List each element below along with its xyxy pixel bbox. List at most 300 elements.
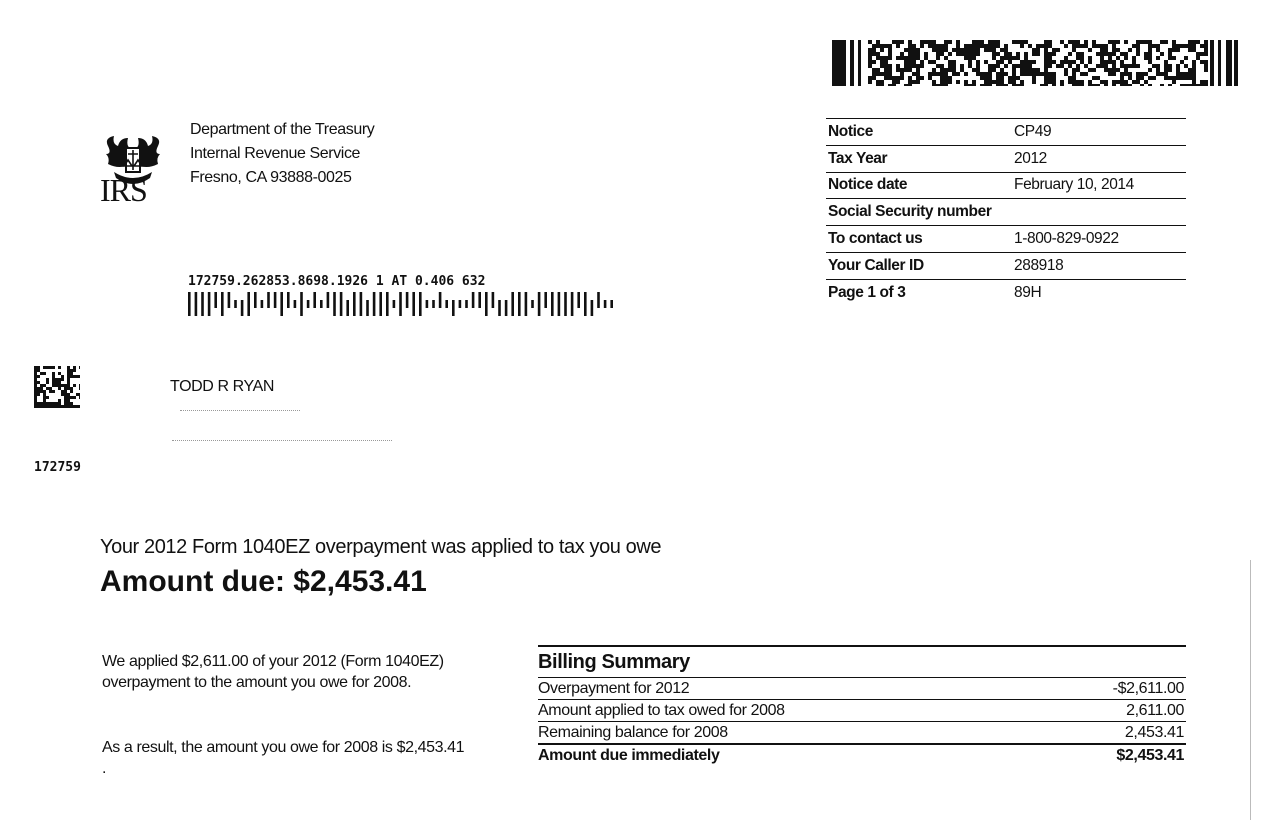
barcode-cell xyxy=(908,60,912,64)
barcode-cell xyxy=(1076,80,1080,84)
matrix-cell xyxy=(34,390,37,393)
barcode-cell xyxy=(1016,76,1020,80)
matrix-cell xyxy=(40,384,43,387)
barcode-cell xyxy=(896,56,900,60)
tax-year-row xyxy=(826,145,1186,172)
postal-bar xyxy=(320,300,323,308)
barcode-cell xyxy=(920,40,924,44)
barcode-cell xyxy=(976,48,980,52)
barcode-cell xyxy=(904,84,908,86)
postal-bar xyxy=(538,292,541,316)
barcode-cell xyxy=(1084,64,1088,68)
barcode-cell xyxy=(896,64,900,68)
barcode-cell xyxy=(924,56,928,60)
matrix-cell xyxy=(52,390,55,393)
barcode-cell xyxy=(908,64,912,68)
barcode-cell xyxy=(1048,72,1052,76)
datamatrix-code xyxy=(34,366,80,408)
postal-bar xyxy=(465,300,468,308)
barcode-cell xyxy=(1016,56,1020,60)
barcode-cell xyxy=(876,68,880,72)
matrix-cell xyxy=(73,384,76,387)
barcode-cell xyxy=(928,76,932,80)
barcode-cell xyxy=(868,80,872,84)
matrix-cell xyxy=(58,366,61,369)
matrix-cell xyxy=(49,405,52,408)
page-code: 89H xyxy=(1014,283,1042,301)
matrix-cell xyxy=(64,387,67,390)
barcode-cell xyxy=(968,60,972,64)
barcode-cell xyxy=(1104,48,1108,52)
barcode-cell xyxy=(1112,84,1116,86)
barcode-cell xyxy=(1192,80,1196,84)
postal-bar xyxy=(551,292,554,316)
matrix-cell xyxy=(52,405,55,408)
barcode-cell xyxy=(1104,60,1108,64)
page-label: Page 1 of 3 xyxy=(828,283,906,301)
postal-bar xyxy=(571,292,574,316)
barcode-cell xyxy=(1008,80,1012,84)
postal-bar xyxy=(452,300,455,316)
matrix-cell xyxy=(34,372,37,375)
barcode-cell xyxy=(1116,56,1120,60)
barcode-cell xyxy=(952,68,956,72)
matrix-cell xyxy=(43,393,46,396)
barcode-cell xyxy=(1072,80,1076,84)
postal-bar xyxy=(531,300,534,308)
matrix-cell xyxy=(76,393,79,396)
barcode-cell xyxy=(1044,76,1048,80)
postal-bar xyxy=(294,300,297,308)
postal-bar xyxy=(478,292,481,308)
matrix-cell xyxy=(43,366,46,369)
contact-phone[interactable]: 1-800-829-0922 xyxy=(1014,230,1119,248)
barcode-cell xyxy=(1032,48,1036,52)
barcode-cell xyxy=(988,80,992,84)
barcode-cell xyxy=(976,64,980,68)
barcode-cell xyxy=(1160,40,1164,44)
matrix-cell xyxy=(34,378,37,381)
barcode-cell xyxy=(952,64,956,68)
postal-bar xyxy=(498,300,501,316)
matrix-cell xyxy=(73,366,76,369)
matrix-cell xyxy=(49,402,52,405)
barcode-cell xyxy=(1020,68,1024,72)
barcode-cell xyxy=(1180,84,1184,86)
barcode-cell xyxy=(1024,68,1028,72)
barcode-cell xyxy=(992,80,996,84)
barcode-cell xyxy=(968,44,972,48)
barcode-cell xyxy=(872,72,876,76)
postal-bar xyxy=(564,292,567,316)
barcode-cell xyxy=(1016,84,1020,86)
barcode-cell xyxy=(884,44,888,48)
barcode-cell xyxy=(1096,44,1100,48)
barcode-cell xyxy=(916,48,920,52)
barcode-cell xyxy=(1168,68,1172,72)
barcode-cell xyxy=(940,48,944,52)
barcode-cell xyxy=(908,76,912,80)
billing-row-label: Remaining balance for 2008 xyxy=(538,723,728,741)
barcode-cell xyxy=(972,56,976,60)
barcode-cell xyxy=(976,72,980,76)
postal-bar xyxy=(241,300,244,316)
caller-id-row xyxy=(826,252,1186,279)
postal-bar xyxy=(439,292,442,308)
barcode-cell xyxy=(1120,80,1124,84)
barcode-cell xyxy=(1104,80,1108,84)
barcode-cell xyxy=(1008,60,1012,64)
barcode-cell xyxy=(948,60,952,64)
barcode-cell xyxy=(1104,44,1108,48)
barcode-cell xyxy=(1168,48,1172,52)
postal-bar xyxy=(307,300,310,308)
barcode-cell xyxy=(1060,84,1064,86)
contact-row xyxy=(826,225,1186,252)
barcode-cell xyxy=(1016,40,1020,44)
matrix-cell xyxy=(34,396,37,399)
barcode-cell xyxy=(884,60,888,64)
barcode-cell xyxy=(912,44,916,48)
barcode-cell xyxy=(884,76,888,80)
postal-bar xyxy=(459,300,462,308)
barcode-cell xyxy=(896,80,900,84)
matrix-cell xyxy=(43,390,46,393)
barcode-cell xyxy=(1076,64,1080,68)
postal-bar xyxy=(544,292,547,308)
barcode-cell xyxy=(944,72,948,76)
matrix-cell xyxy=(49,387,52,390)
barcode-cell xyxy=(1044,60,1048,64)
postal-bar xyxy=(591,300,594,316)
barcode-cell xyxy=(940,68,944,72)
matrix-cell xyxy=(79,375,80,378)
barcode-cell xyxy=(1028,60,1032,64)
billing-row xyxy=(538,699,1186,721)
barcode-cell xyxy=(1068,40,1072,44)
barcode-cell xyxy=(1112,48,1116,52)
matrix-cell xyxy=(52,372,55,375)
barcode-cell xyxy=(964,80,968,84)
postal-bar xyxy=(214,292,217,308)
barcode-cell xyxy=(1116,40,1120,44)
barcode-cell xyxy=(1144,56,1148,60)
barcode-cell xyxy=(1088,56,1092,60)
barcode-cell xyxy=(924,40,928,44)
barcode-cell xyxy=(1176,44,1180,48)
ssn-row xyxy=(826,198,1186,225)
tax-year-label: Tax Year xyxy=(828,149,888,167)
barcode-cell xyxy=(884,68,888,72)
barcode-cell xyxy=(1132,60,1136,64)
barcode-cell xyxy=(932,80,936,84)
billing-row xyxy=(538,677,1186,699)
matrix-cell xyxy=(40,402,43,405)
barcode-cell xyxy=(1072,40,1076,44)
barcode-cell xyxy=(1112,60,1116,64)
barcode-cell xyxy=(964,84,968,86)
barcode-cell xyxy=(1072,44,1076,48)
barcode-cell xyxy=(1032,60,1036,64)
barcode-cell xyxy=(900,56,904,60)
barcode-cell xyxy=(1176,48,1180,52)
barcode-cell xyxy=(1000,56,1004,60)
barcode-cell xyxy=(1072,84,1076,86)
barcode-cell xyxy=(884,72,888,76)
barcode-cell xyxy=(1136,48,1140,52)
barcode-cell xyxy=(900,76,904,80)
postal-bar xyxy=(445,300,448,308)
barcode-cell xyxy=(1028,64,1032,68)
matrix-cell xyxy=(67,393,70,396)
barcode-cell xyxy=(932,72,936,76)
irs-logo-text: IRS xyxy=(100,172,147,208)
barcode-cell xyxy=(1148,60,1152,64)
barcode-cell xyxy=(976,68,980,72)
barcode-cell xyxy=(872,76,876,80)
agency-line-2: Internal Revenue Service xyxy=(190,145,361,162)
barcode-cell xyxy=(1032,72,1036,76)
postal-bar xyxy=(492,292,495,308)
postal-bar xyxy=(261,300,264,308)
barcode-cell xyxy=(956,40,960,44)
matrix-cell xyxy=(43,405,46,408)
barcode-cell xyxy=(1192,72,1196,76)
matrix-cell xyxy=(37,405,40,408)
barcode-cell xyxy=(880,64,884,68)
barcode-cell xyxy=(1032,68,1036,72)
barcode-cell xyxy=(948,76,952,80)
matrix-cell xyxy=(70,396,73,399)
barcode-cell xyxy=(1108,40,1112,44)
barcode-cell xyxy=(964,48,968,52)
barcode-cell xyxy=(1012,68,1016,72)
postal-bar xyxy=(313,292,316,308)
barcode-cell xyxy=(1148,56,1152,60)
barcode-cell xyxy=(900,68,904,72)
barcode-cell xyxy=(960,52,964,56)
barcode-cell xyxy=(1060,80,1064,84)
postal-bar xyxy=(195,292,198,316)
barcode-cell xyxy=(1164,40,1168,44)
mailing-code-line: 172759.262853.8698.1926 1 AT 0.406 632 xyxy=(188,274,486,289)
barcode-cell xyxy=(1184,64,1188,68)
barcode-cell xyxy=(1168,52,1172,56)
barcode-cell xyxy=(984,48,988,52)
matrix-cell xyxy=(70,390,73,393)
barcode-cell xyxy=(976,40,980,44)
barcode-cell xyxy=(1192,76,1196,80)
barcode-cell xyxy=(1128,76,1132,80)
matrix-cell xyxy=(79,393,80,396)
barcode-cell xyxy=(1076,84,1080,86)
billing-row xyxy=(538,721,1186,743)
barcode-cell xyxy=(940,64,944,68)
barcode-cell xyxy=(916,68,920,72)
barcode-cell xyxy=(1080,80,1084,84)
barcode-cell xyxy=(1096,64,1100,68)
barcode-cell xyxy=(1044,72,1048,76)
barcode-cell xyxy=(1160,84,1164,86)
barcode-cell xyxy=(968,56,972,60)
matrix-cell xyxy=(34,384,37,387)
barcode-cell xyxy=(1172,56,1176,60)
matrix-cell xyxy=(37,390,40,393)
barcode-cell xyxy=(996,64,1000,68)
matrix-cell xyxy=(46,387,49,390)
postal-bar xyxy=(373,292,376,316)
matrix-cell xyxy=(67,402,70,405)
barcode-cell xyxy=(1192,60,1196,64)
barcode-cell xyxy=(1120,64,1124,68)
barcode-cell xyxy=(1064,68,1068,72)
barcode-cell xyxy=(972,40,976,44)
postal-bar xyxy=(505,300,508,316)
barcode-cell xyxy=(1076,52,1080,56)
matrix-cell xyxy=(70,375,73,378)
matrix-cell xyxy=(40,405,43,408)
barcode-cell xyxy=(948,64,952,68)
caller-id-label: Your Caller ID xyxy=(828,256,924,274)
barcode-cell xyxy=(1120,76,1124,80)
barcode-cell xyxy=(888,64,892,68)
barcode-cell xyxy=(876,80,880,84)
barcode-cell xyxy=(1192,64,1196,68)
postal-bar xyxy=(472,292,475,308)
postal-bar xyxy=(432,300,435,308)
barcode-cell xyxy=(980,44,984,48)
barcode-cell xyxy=(1044,84,1048,86)
barcode-cell xyxy=(1024,40,1028,44)
barcode-cell xyxy=(880,44,884,48)
barcode-cell xyxy=(1196,40,1200,44)
barcode-cell xyxy=(1204,48,1208,52)
barcode-cell xyxy=(1016,52,1020,56)
barcode-cell xyxy=(1180,72,1184,76)
matrix-cell xyxy=(52,378,55,381)
barcode-cell xyxy=(1004,56,1008,60)
barcode-cell xyxy=(992,44,996,48)
barcode-cell xyxy=(1100,64,1104,68)
barcode-cell xyxy=(872,52,876,56)
barcode-cell xyxy=(1192,48,1196,52)
barcode-cell xyxy=(1024,72,1028,76)
matrix-cell xyxy=(73,375,76,378)
barcode-cell xyxy=(984,60,988,64)
barcode-cell xyxy=(1164,60,1168,64)
barcode-cell xyxy=(1196,56,1200,60)
barcode-cell xyxy=(912,80,916,84)
postal-bar xyxy=(287,292,290,308)
barcode-cell xyxy=(1152,64,1156,68)
postal-bar xyxy=(340,292,343,316)
barcode-cell xyxy=(1028,44,1032,48)
barcode-cell xyxy=(1068,52,1072,56)
notice-info-table xyxy=(826,118,1186,306)
matrix-cell xyxy=(79,384,80,387)
billing-row-label: Amount applied to tax owed for 2008 xyxy=(538,701,785,719)
barcode-cell xyxy=(1000,80,1004,84)
barcode-cell xyxy=(1196,84,1200,86)
matrix-cell xyxy=(52,402,55,405)
barcode-cell xyxy=(1048,64,1052,68)
barcode-cell xyxy=(1020,84,1024,86)
matrix-cell xyxy=(37,375,40,378)
barcode-cell xyxy=(1176,64,1180,68)
barcode-cell xyxy=(1188,76,1192,80)
barcode-cell xyxy=(988,68,992,72)
matrix-cell xyxy=(67,396,70,399)
barcode-cell xyxy=(900,40,904,44)
barcode-cell xyxy=(1188,84,1192,86)
barcode-cell xyxy=(944,76,948,80)
barcode-cell xyxy=(1160,72,1164,76)
postal-bar xyxy=(518,292,521,316)
barcode-cell xyxy=(936,56,940,60)
barcode-cell xyxy=(904,60,908,64)
recipient-name: TODD R RYAN xyxy=(170,378,275,395)
barcode-cell xyxy=(960,48,964,52)
barcode-cell xyxy=(892,76,896,80)
barcode-cell xyxy=(1200,52,1204,56)
barcode-cell xyxy=(1008,52,1012,56)
barcode-cell xyxy=(892,80,896,84)
barcode-cell xyxy=(888,56,892,60)
barcode-cell xyxy=(1060,60,1064,64)
barcode-cell xyxy=(940,76,944,80)
postal-bar xyxy=(333,292,336,316)
barcode-cell xyxy=(904,56,908,60)
barcode-cell xyxy=(916,72,920,76)
billing-total-value: $2,453.41 xyxy=(1116,746,1184,764)
barcode-cell xyxy=(1044,52,1048,56)
barcode-cell xyxy=(1136,44,1140,48)
matrix-cell xyxy=(61,390,64,393)
barcode-cell xyxy=(1004,84,1008,86)
matrix-cell xyxy=(58,405,61,408)
barcode-cell xyxy=(1012,76,1016,80)
barcode-cell xyxy=(872,60,876,64)
barcode-cell xyxy=(880,80,884,84)
barcode-cell xyxy=(1036,44,1040,48)
barcode-cell xyxy=(928,72,932,76)
barcode-cell xyxy=(1172,80,1176,84)
barcode-cell xyxy=(868,48,872,52)
barcode-cell xyxy=(1156,72,1160,76)
barcode-cell xyxy=(868,64,872,68)
barcode-cell xyxy=(868,40,872,44)
barcode-cell xyxy=(1112,68,1116,72)
barcode-cell xyxy=(1100,52,1104,56)
barcode-cell xyxy=(1200,44,1204,48)
barcode-cell xyxy=(1092,40,1096,44)
barcode-cell xyxy=(1000,72,1004,76)
barcode-cell xyxy=(1184,56,1188,60)
agency-line-1: Department of the Treasury xyxy=(190,121,375,138)
barcode-cell xyxy=(872,48,876,52)
matrix-cell xyxy=(67,366,70,369)
matrix-cell xyxy=(64,390,67,393)
postal-bar xyxy=(386,292,389,316)
postal-bar xyxy=(360,292,363,316)
billing-row-label: Overpayment for 2012 xyxy=(538,679,690,697)
barcode-cell xyxy=(1136,40,1140,44)
barcode-cell xyxy=(896,40,900,44)
barcode-cell xyxy=(964,44,968,48)
barcode-cell xyxy=(1128,48,1132,52)
barcode-cell xyxy=(960,68,964,72)
barcode-cell xyxy=(900,72,904,76)
